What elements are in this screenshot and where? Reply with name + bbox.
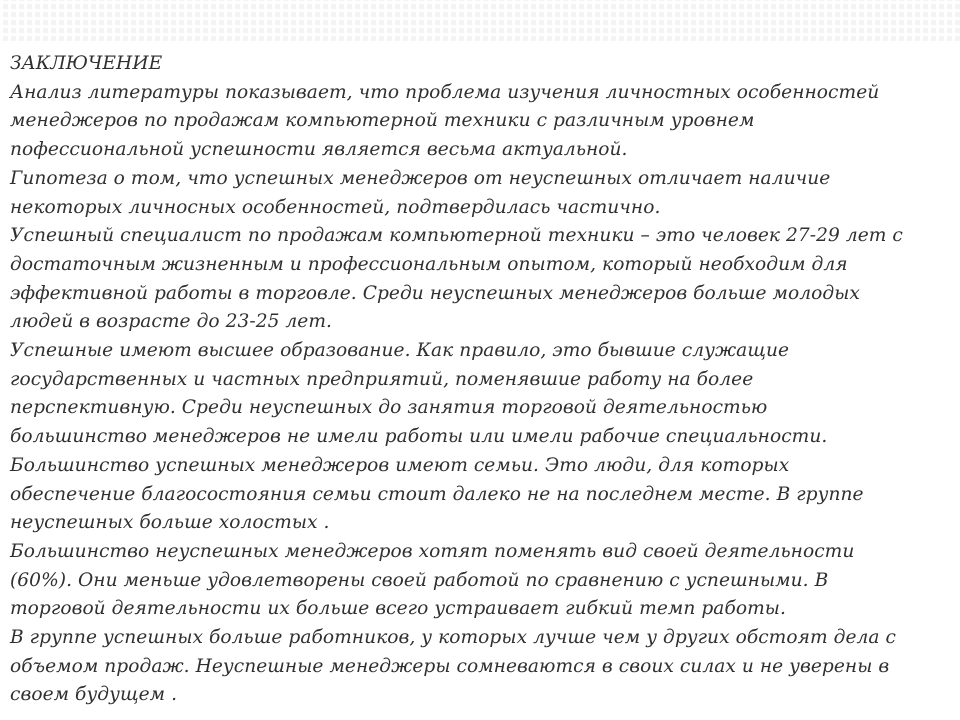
text-line: большинство менеджеров не имели работы или имели рабочие специальности. xyxy=(10,426,828,448)
text-line: перспективную. Среди неуспешных до занятия торговой деятельностью xyxy=(10,397,768,419)
text-line: Гипотеза о том, что успешных менеджеров от неуспешных отличает наличие xyxy=(10,167,831,189)
text-line: эффективной работы в торговле. Среди неуспешных менеджеров больше молодых xyxy=(10,282,860,304)
text-line: своем будущем . xyxy=(10,684,178,706)
section-title: ЗАКЛЮЧЕНИЕ xyxy=(10,53,163,74)
text-line: достаточным жизненным и профессиональным опытом, который необходим для xyxy=(10,253,848,275)
text-line: торговой деятельности их больше всего устраивает гибкий темп работы. xyxy=(10,598,786,620)
text-line: Большинство неуспешных менеджеров хотят поменять вид своей деятельности xyxy=(10,540,855,562)
text-line: людей в возрасте до 23-25 лет. xyxy=(10,311,333,333)
text-line: объемом продаж. Неуспешные менеджеры сомневаются в своих силах и не уверены в xyxy=(10,655,890,677)
text-line: пофессиональной успешности является весьма актуальной. xyxy=(10,139,628,161)
text-line: некоторых личносных особенностей, подтвердилась частично. xyxy=(10,196,661,218)
text-line: неуспешных больше холостых . xyxy=(10,512,330,534)
decorative-header-pattern xyxy=(0,0,960,44)
text-line: государственных и частных предприятий, поменявшие работу на более xyxy=(10,368,754,390)
conclusion-text-block xyxy=(10,50,955,710)
text-line: В группе успешных больше работников, у которых лучше чем у других обстоят дела с xyxy=(10,627,896,649)
text-line: Большинство успешных менеджеров имеют семьи. Это люди, для которых xyxy=(10,454,790,476)
text-line: (60%). Они меньше удовлетворены своей работой по сравнению с успешными. В xyxy=(10,569,829,591)
text-line: Успешные имеют высшее образование. Как правило, это бывшие служащие xyxy=(10,340,790,362)
text-line: Успешный специалист по продажам компьютерной техники – это человек 27-29 лет с xyxy=(10,225,903,247)
text-line: обеспечение благосостояния семьи стоит далеко не на последнем месте. В группе xyxy=(10,483,864,505)
text-line: менеджеров по продажам компьютерной техники с различным уровнем xyxy=(10,110,755,132)
text-line: Анализ литературы показывает, что проблема изучения личностных особенностей xyxy=(10,81,880,103)
